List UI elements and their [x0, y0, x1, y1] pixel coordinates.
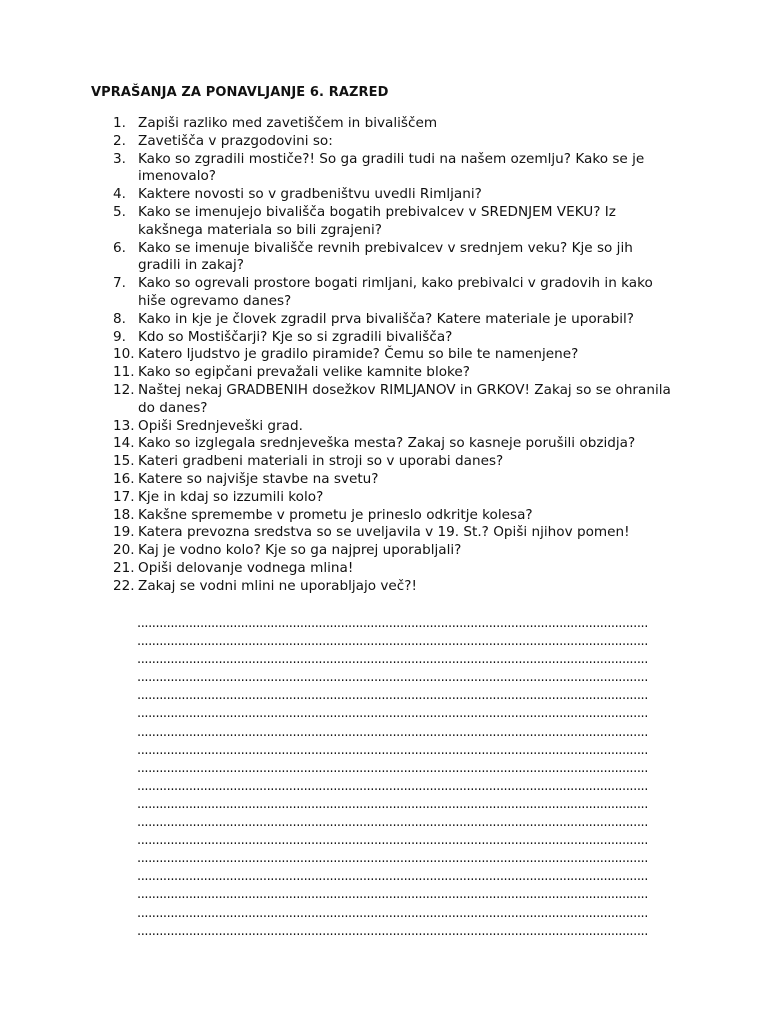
answer-line: .......................................................................................................................................... — [137, 796, 648, 812]
question-text: Zakaj se vodni mlini ne uporabljajo več?! — [138, 577, 417, 594]
answer-line: .......................................................................................................................................... — [137, 742, 648, 758]
answer-line: .......................................................................................................................................... — [137, 616, 648, 631]
question-item — [113, 382, 673, 418]
answer-line: .......................................................................................................................................... — [137, 851, 648, 867]
question-item — [113, 186, 673, 204]
question-text: Kaj je vodno kolo? Kje so ga najprej uporabljali? — [138, 542, 462, 559]
answer-line: .......................................................................................................................................... — [137, 724, 648, 740]
question-text: Kako se imenujejo bivališča bogatih prebivalcev v SREDNJEM VEKU? Iz kakšnega materiala so bili zgrajeni? — [138, 203, 616, 238]
question-item — [113, 418, 673, 436]
answer-line: .......................................................................................................................................... — [137, 634, 648, 650]
question-item — [113, 560, 673, 578]
question-item — [113, 275, 673, 311]
question-text: Kaktere novosti so v gradbeništvu uvedli Rimljani? — [138, 186, 482, 203]
question-item — [113, 204, 673, 240]
question-number: 16. — [113, 470, 135, 487]
question-item — [113, 240, 673, 276]
question-item — [113, 311, 673, 329]
question-text: Kateri gradbeni materiali in stroji so v uporabi danes? — [138, 453, 504, 470]
answer-line: .......................................................................................................................................... — [137, 760, 648, 776]
question-text: Naštej nekaj GRADBENIH dosežkov RIMLJANOV in GRKOV! Zakaj so se ohranila do danes? — [138, 381, 671, 416]
question-text: Kako so zgradili mostiče?! So ga gradili tudi na našem ozemlju? Kako se je imenovalo? — [138, 150, 645, 185]
question-text: Zavetišča v prazgodovini so: — [138, 132, 333, 149]
question-item — [113, 507, 673, 525]
question-text: Kako so izglegala srednjeveška mesta? Zakaj so kasneje porušili obzidja? — [138, 435, 636, 452]
question-text: Kdo so Mostiščarji? Kje so si zgradili bivališča? — [138, 328, 453, 345]
question-text: Kako se imenuje bivališče revnih prebivalcev v srednjem veku? Kje so jih gradili in zakaj? — [138, 239, 633, 274]
question-number: 7. — [113, 275, 126, 292]
answer-line: .......................................................................................................................................... — [137, 887, 648, 903]
question-item — [113, 471, 673, 489]
answer-line: .......................................................................................................................................... — [137, 688, 648, 704]
question-number: 21. — [113, 559, 135, 576]
question-number: 6. — [113, 239, 126, 256]
question-number: 19. — [113, 524, 135, 541]
question-number: 12. — [113, 381, 135, 398]
question-list — [113, 115, 673, 596]
question-text: Kako so egipčani prevažali velike kamnite bloke? — [138, 364, 470, 381]
question-text: Kakšne spremembe v prometu je prineslo odkritje kolesa? — [138, 506, 533, 523]
answer-line: .......................................................................................................................................... — [137, 869, 648, 885]
question-item — [113, 151, 673, 187]
question-number: 3. — [113, 150, 126, 167]
question-number: 10. — [113, 346, 135, 363]
question-item — [113, 346, 673, 364]
question-item — [113, 453, 673, 471]
answer-line: .......................................................................................................................................... — [137, 815, 648, 831]
answer-line: .......................................................................................................................................... — [137, 905, 648, 921]
question-item — [113, 329, 673, 347]
answer-lines — [137, 615, 673, 941]
question-text: Kako so ogrevali prostore bogati rimljani, kako prebivalci v gradovih in kako hiše ogrevamo danes? — [138, 275, 653, 309]
question-item — [113, 435, 673, 453]
page-title: VPRAŠANJA ZA PONAVLJANJE 6. RAZRED — [91, 85, 389, 100]
answer-line: .......................................................................................................................................... — [137, 670, 648, 686]
question-text: Katero ljudstvo je gradilo piramide? Čemu so bile te namenjene? — [138, 346, 579, 363]
answer-line: .......................................................................................................................................... — [137, 778, 648, 794]
question-number: 2. — [113, 132, 126, 149]
question-number: 1. — [113, 115, 126, 131]
question-text: Opiši delovanje vodnega mlina! — [138, 559, 354, 576]
question-number: 22. — [113, 577, 135, 594]
question-item — [113, 364, 673, 382]
answer-line: .......................................................................................................................................... — [137, 833, 648, 849]
question-item — [113, 542, 673, 560]
question-item — [113, 115, 673, 133]
question-text: Opiši Srednjeveški grad. — [138, 417, 303, 434]
question-number: 8. — [113, 310, 126, 327]
question-item — [113, 489, 673, 507]
question-text: Kje in kdaj so izzumili kolo? — [138, 488, 324, 505]
question-number: 9. — [113, 328, 126, 345]
answer-line: .......................................................................................................................................... — [137, 652, 648, 668]
question-number: 4. — [113, 186, 126, 203]
question-number: 18. — [113, 506, 135, 523]
question-item — [113, 524, 673, 542]
question-text: Katere so najvišje stavbe na svetu? — [138, 470, 379, 487]
question-number: 14. — [113, 435, 135, 452]
question-number: 17. — [113, 488, 135, 505]
answer-line: .......................................................................................................................................... — [137, 706, 648, 722]
question-number: 13. — [113, 417, 135, 434]
question-number: 15. — [113, 453, 135, 470]
question-number: 11. — [113, 364, 135, 381]
question-text: Kako in kje je človek zgradil prva bivališča? Katere materiale je uporabil? — [138, 310, 634, 327]
answer-line: .......................................................................................................................................... — [137, 923, 648, 939]
question-item — [113, 578, 673, 596]
question-number: 5. — [113, 203, 126, 220]
question-number: 20. — [113, 542, 135, 559]
question-text: Katera prevozna sredstva so se uveljavila v 19. St.? Opiši njihov pomen! — [138, 524, 630, 541]
question-text: Zapiši razliko med zavetiščem in bivališčem — [138, 115, 438, 131]
question-item — [113, 133, 673, 151]
